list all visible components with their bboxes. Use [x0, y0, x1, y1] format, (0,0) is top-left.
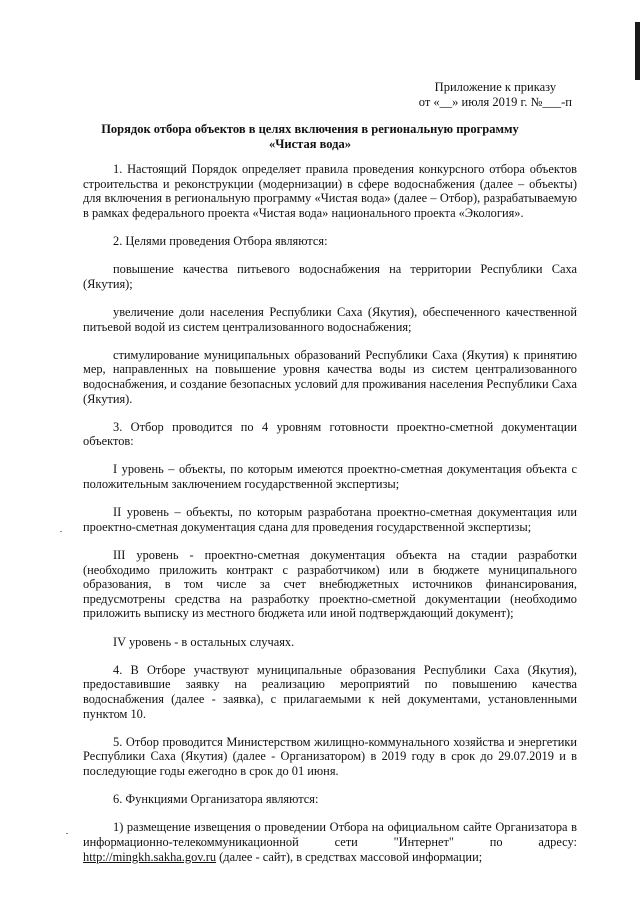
- paragraph-5: стимулирование муниципальных образований Республики Саха (Якутия) к принятию мер, направленных на повышение уровня качества воды из систем централизованного водоснабжения, и создание безопасных условий для проживания населения Республики Саха (Якутия).: [83, 347, 577, 406]
- document-title: [40, 122, 580, 152]
- document-title-line1: Порядок отбора объектов в целях включения в региональную программу: [101, 122, 519, 136]
- paragraph-8: II уровень – объекты, по которым разработана проектно-сметная документация или проектно-сметная документация сдана для проведения государственной экспертизы;: [83, 505, 577, 534]
- paragraph-14-text-end: (далее - сайт), в средствах массовой информации;: [216, 849, 483, 864]
- paragraph-6: 3. Отбор проводится по 4 уровням готовности проектно-сметной документации объектов:: [83, 419, 577, 449]
- paragraph-3: повышение качества питьевого водоснабжения на территории Республики Саха (Якутия);: [83, 262, 577, 291]
- paragraph-14-text-start: 1) размещение извещения о проведении Отбора на официальном сайте Организатора в информационно-телекоммуникационной сети "Интернет" по адресу:: [83, 820, 577, 849]
- website-link[interactable]: http://mingkh.sakha.gov.ru: [83, 849, 217, 864]
- scan-speck: [60, 531, 62, 532]
- paragraph-2: 2. Целями проведения Отбора являются:: [113, 233, 328, 248]
- paragraph-14: [83, 820, 577, 864]
- paragraph-10: IV уровень - в остальных случаях.: [113, 634, 295, 649]
- paragraph-11: 4. В Отборе участвуют муниципальные образования Республики Саха (Якутия), предоставившие заявку на реализацию мероприятий по повышению качества водоснабжения (далее - заявка), с прилагаемыми к ней документами, установленными пунктом 10.: [83, 662, 577, 721]
- appendix-header-line2: от «__» июля 2019 г. №___-п: [418, 95, 572, 109]
- scan-speck: [66, 833, 68, 834]
- appendix-header: [419, 80, 572, 110]
- document-body: [83, 162, 577, 878]
- document-title-line2: «Чистая вода»: [269, 137, 351, 151]
- scan-edge-mark: [635, 22, 640, 80]
- paragraph-12: 5. Отбор проводится Министерством жилищно-коммунального хозяйства и энергетики Республики Саха (Якутия) (далее - Организатором) в 2019 году в срок до 29.07.2019 и в последующие годы ежегодно в срок до 01 июня.: [83, 734, 577, 778]
- paragraph-9: III уровень - проектно-сметная документация объекта на стадии разработки (необходимо приложить контракт с разработчиком) или в бюджете муниципального образования, в том числе за счет внебюджетных источников финансирования, предусмотрены средства на разработку проектно-сметной документации (необходимо приложить выписку из местного бюджета или иной подтверждающий документ);: [83, 548, 577, 621]
- paragraph-4: увеличение доли населения Республики Саха (Якутия), обеспеченного качественной питьевой водой из систем централизованного водоснабжения;: [83, 304, 577, 334]
- paragraph-13: 6. Функциями Организатора являются:: [113, 792, 319, 807]
- paragraph-1: 1. Настоящий Порядок определяет правила проведения конкурсного отбора объектов строительства и реконструкции (модернизации) в сфере водоснабжения (далее – объекты) для включения в региональную программу «Чистая вода» (далее – Отбор), разрабатываемую в рамках федерального проекта «Чистая вода» национального проекта «Экология».: [83, 162, 577, 220]
- paragraph-7: I уровень – объекты, по которым имеются проектно-сметная документация объекта с положительным заключением государственной экспертизы;: [83, 462, 577, 492]
- appendix-header-line1: Приложение к приказу: [434, 80, 557, 94]
